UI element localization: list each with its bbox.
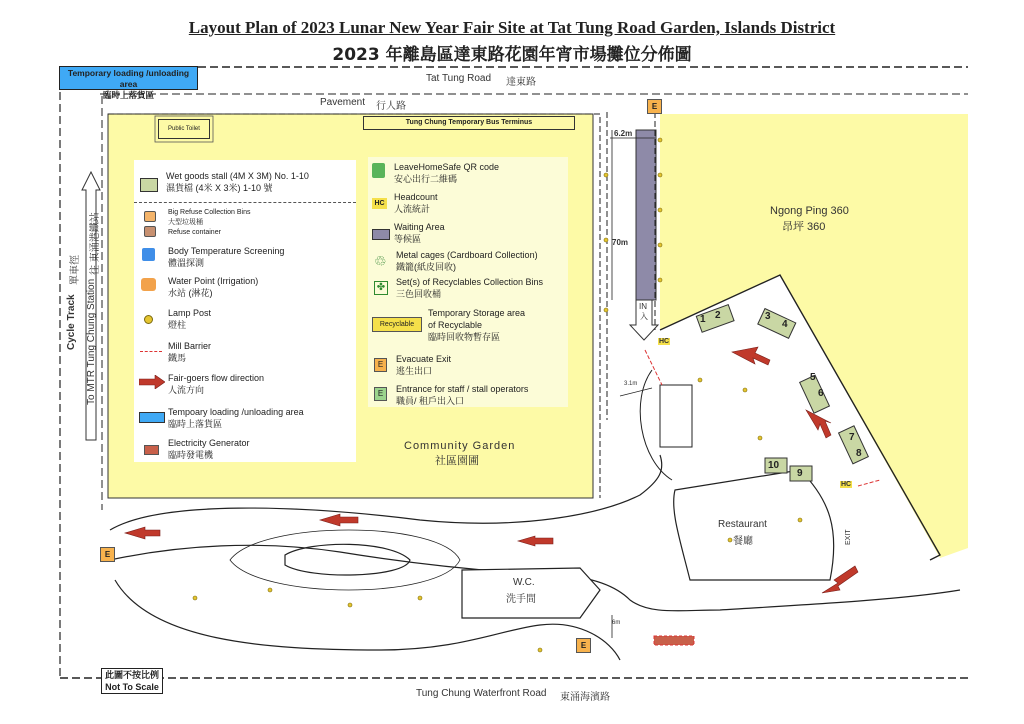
legend-water-en: Water Point (Irrigation): [168, 276, 259, 286]
loading-area-zh: 臨時上落貨區: [102, 90, 154, 100]
oval-garden-outer: [230, 530, 460, 590]
community-garden-zh: 社區園圃: [435, 455, 479, 467]
legend-headcount-zh: 人流統計: [394, 204, 431, 214]
legend-right: [368, 157, 568, 407]
legend-qr-en: LeaveHomeSafe QR code: [394, 162, 500, 172]
in-label-en: IN: [639, 302, 647, 311]
evacuate-exit-icon: E: [374, 358, 387, 372]
legend-loading-en: Tempoary loading /unloading area: [168, 407, 304, 417]
pavement-en: Pavement: [320, 97, 366, 108]
legend-flow-en: Fair-goers flow direction: [168, 373, 265, 383]
title-zh: 2023 年離島區達東路花園年宵市場攤位分佈圖: [332, 45, 692, 65]
mill-barrier: [645, 350, 662, 385]
exit-sign: EXIT: [845, 529, 852, 545]
legend-cages-en: Metal cages (Cardboard Collection): [396, 250, 538, 260]
water-point-icon: [141, 278, 156, 291]
not-to-scale-zh: 此圖不按比例: [104, 670, 159, 680]
restaurant-zh: 餐廳: [733, 536, 753, 547]
loading-area-icon: [139, 412, 165, 423]
dimension-70m: 70m: [612, 238, 629, 247]
stall-number: 6: [818, 388, 824, 399]
legend-temperature-zh: 體溫探測: [168, 258, 205, 268]
headcount-icon: HC: [372, 198, 387, 209]
legend-staff-zh: 職員/ 租戶出入口: [396, 396, 465, 406]
recyclable-storage-icon: Recyclable: [372, 317, 422, 332]
bus-terminus-label: Tung Chung Temporary Bus Terminus: [363, 116, 575, 130]
ngong-ping-en: Ngong Ping 360: [770, 205, 849, 217]
wc-en: W.C.: [513, 577, 535, 588]
legend-storage-zh: 臨時回收物暫存區: [428, 332, 501, 342]
lamp-post-icon: [144, 315, 153, 324]
thermometer-icon: [142, 248, 155, 261]
wc-zh: 洗手間: [506, 594, 536, 605]
headcount-icon: HC: [659, 338, 670, 345]
qr-code-icon: [372, 163, 385, 178]
waiting-area: [636, 130, 656, 300]
refuse-container-icon: [144, 226, 156, 237]
legend-water-zh: 水站 (淋花): [168, 288, 213, 298]
tat-tung-road-zh: 達東路: [506, 77, 536, 88]
stall-number: 4: [782, 319, 788, 330]
flow-direction-icon: [139, 375, 165, 389]
headcount-icon: HC: [841, 481, 852, 488]
legend-big-refuse-zh: 大型垃圾桶: [168, 219, 203, 226]
legend-headcount-en: Headcount: [394, 192, 438, 202]
legend-divider: [134, 202, 356, 203]
community-garden-en: Community Garden: [404, 440, 516, 452]
waiting-area-icon: [372, 229, 390, 240]
legend-qr-zh: 安心出行二維碼: [394, 174, 458, 184]
stall-number: 2: [715, 310, 721, 321]
kiosk: [660, 385, 692, 447]
mtr-en: To MTR Tung Chung Station: [86, 278, 97, 405]
legend-storage-en2: of Recyclable: [428, 320, 483, 330]
legend-staff-en: Entrance for staff / stall operators: [396, 384, 529, 394]
legend-flow-zh: 人流方向: [168, 385, 205, 395]
pavement-zh: 行人路: [376, 101, 406, 112]
flow-arrow: [320, 514, 358, 526]
staff-entrance-icon: E: [374, 387, 387, 401]
legend-left: [134, 160, 356, 462]
dim-3-1: [620, 388, 652, 396]
stall-3-4: [758, 309, 796, 339]
flow-arrow: [806, 410, 831, 438]
stall-number: 3: [765, 311, 771, 322]
dimension-6-2m: 6.2m: [614, 129, 633, 138]
legend-recyclables-en: Set(s) of Recyclables Collection Bins: [396, 277, 544, 287]
generator: [654, 636, 694, 645]
stall-number: 1: [700, 314, 706, 325]
legend-exit-zh: 逃生出口: [396, 366, 433, 376]
dimension-3-1m: 3.1m: [624, 381, 638, 387]
flow-arrow: [732, 347, 770, 365]
stall-number: 5: [810, 372, 816, 383]
waterfront-road-zh: 東涌海濱路: [560, 692, 610, 703]
evacuate-exit-icon: E: [576, 638, 591, 653]
legend-lamp-en: Lamp Post: [168, 308, 212, 318]
title-en: Layout Plan of 2023 Lunar New Year Fair Site at Tat Tung Road Garden, Islands District: [188, 18, 836, 37]
stall-number: 9: [797, 468, 803, 479]
not-to-scale-en: Not To Scale: [105, 682, 159, 692]
legend-barrier-en: Mill Barrier: [168, 341, 212, 351]
legend-generator-zh: 臨時發電機: [168, 450, 214, 460]
legend-barrier-zh: 鐵馬: [168, 353, 187, 363]
waterfront-road-en: Tung Chung Waterfront Road: [416, 688, 547, 699]
legend-wet-stall-zh: 濕貨檔 (4米 X 3米) 1-10 號: [166, 183, 273, 193]
legend-temperature-en: Body Temperature Screening: [168, 246, 285, 256]
legend-storage-en: Temporary Storage area: [428, 308, 526, 318]
mtr-zh: 往 東涌港鐵站: [90, 212, 101, 275]
legend-recyclables-zh: 三色回收桶: [396, 289, 442, 299]
evacuate-exit-icon: E: [647, 99, 662, 114]
flow-arrow: [518, 536, 553, 546]
mill-barrier-icon: [140, 351, 162, 352]
legend-cages-zh: 鐵籠(紙皮回收): [396, 262, 456, 272]
loading-area-label: [59, 66, 198, 100]
cycle-track-zh: 單車徑: [70, 255, 81, 285]
stall-number: 10: [768, 460, 780, 471]
stall-number: 8: [856, 448, 862, 459]
recyclables-bins-icon: ✤: [374, 281, 388, 295]
legend-big-refuse-en: Big Refuse Collection Bins: [168, 209, 251, 216]
flow-arrow: [125, 527, 160, 539]
legend-loading-zh: 臨時上落貨區: [168, 419, 223, 429]
legend-refuse-container-en: Refuse container: [168, 229, 221, 236]
cycle-track-en: Cycle Track: [66, 294, 77, 350]
mill-barrier: [858, 480, 880, 486]
loading-area-en: Temporary loading /unloading area: [67, 68, 190, 89]
restaurant-en: Restaurant: [718, 519, 767, 530]
public-toilet-label: Public Toilet: [158, 119, 210, 139]
wet-stall-icon: [140, 178, 158, 192]
legend-waiting-en: Waiting Area: [394, 222, 445, 232]
evacuate-exit-icon: E: [100, 547, 115, 562]
legend-exit-en: Evacuate Exit: [396, 354, 452, 364]
stall-number: 7: [849, 432, 855, 443]
legend-wet-stall-en: Wet goods stall (4M X 3M) No. 1-10: [166, 171, 309, 181]
ngong-ping-zh: 昂坪 360: [782, 221, 826, 233]
tat-tung-road-en: Tat Tung Road: [426, 73, 492, 84]
dimension-6m: 6m: [612, 620, 621, 626]
legend-lamp-zh: 燈柱: [168, 320, 187, 330]
generator-icon: [144, 445, 159, 455]
legend-generator-en: Electricity Generator: [168, 438, 250, 448]
recycle-icon: ♲: [374, 253, 387, 269]
not-to-scale-note: [101, 668, 163, 694]
refuse-bin-icon: [144, 211, 156, 222]
in-label-zh: 入: [640, 312, 648, 321]
legend-waiting-zh: 等候區: [394, 234, 422, 244]
